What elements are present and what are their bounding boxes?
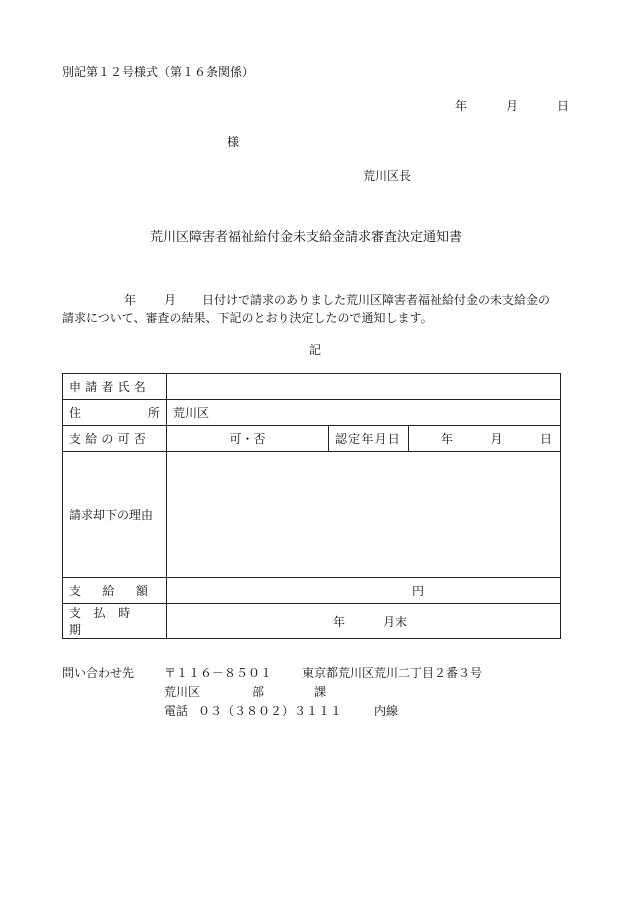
decision-table [62,373,561,639]
body-line1: 日付けで請求のありました荒川区障害者福祉給付金の未支給金の [202,293,551,307]
sender: 荒川区長 [363,169,412,183]
timing-month-end: 月末 [383,614,408,629]
contact-section: 課 [314,685,327,699]
reason-value [167,452,561,578]
addressee-suffix: 様 [227,135,240,149]
document-title: 荒川区障害者福祉給付金未支給金請求審査決定通知書 [150,230,463,245]
approval-value: 可・否 [167,426,329,452]
reason-label: 請求却下の理由 [63,452,167,578]
contact-phone: ０３（３８０２）３１１１ [198,704,343,718]
contact-block [62,664,482,721]
body-text [62,291,562,327]
contact-phone-label: 電話 [164,704,189,718]
row-address [63,400,561,426]
address-label: 住 所 [63,400,167,426]
contact-department: 部 [252,685,265,699]
form-id: 別記第１２号様式（第１６条関係） [62,65,255,79]
address-value: 荒川区 [167,400,561,426]
row-amount [63,578,561,604]
timing-year: 年 [333,614,346,629]
contact-extension: 内線 [374,704,399,718]
contact-address: 東京都荒川区荒川二丁目２番３号 [302,666,483,680]
cert-date-value: 年 月 日 [409,426,561,452]
applicant-label: 申請者氏名 [63,374,167,400]
row-timing [63,604,561,639]
amount-unit: 円 [167,578,561,604]
applicant-value [167,374,561,400]
date-year: 年 [455,99,468,113]
ki-heading: 記 [309,343,322,357]
body-year: 年 [124,293,137,307]
contact-postal: 〒１１６－８５０１ [164,666,273,680]
date-month: 月 [506,99,519,113]
row-applicant [63,374,561,400]
contact-label: 問い合わせ先 [62,666,135,680]
timing-label: 支払時期 [63,604,167,639]
row-reason [63,452,561,578]
timing-value [167,604,561,639]
amount-label: 支 給 額 [63,578,167,604]
row-approval [63,426,561,452]
cert-date-label: 認定年月日 [329,426,409,452]
body-line2: 請求について、審査の結果、下記のとおり決定したので通知します。 [62,311,433,325]
body-month: 月 [164,293,177,307]
contact-ward: 荒川区 [164,685,201,699]
approval-label: 支給の可否 [63,426,167,452]
date-day: 日 [557,99,570,113]
